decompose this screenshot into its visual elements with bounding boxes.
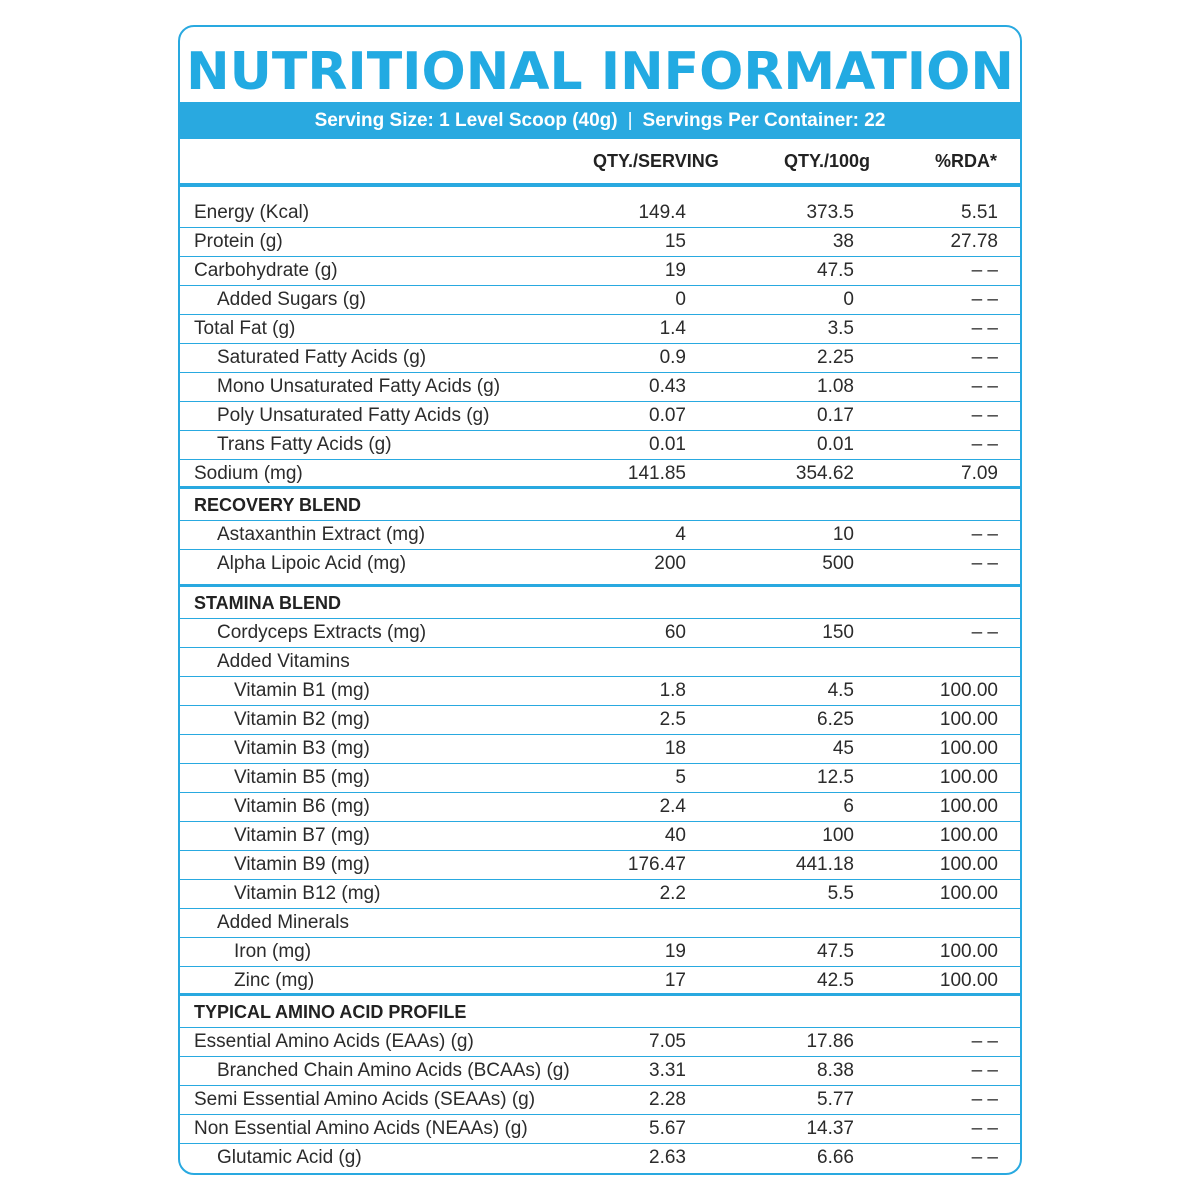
- row-label: Sodium (mg): [194, 463, 303, 484]
- rda-percent: – –: [971, 553, 998, 574]
- qty-per-serving: 2.28: [649, 1089, 686, 1110]
- qty-per-serving: 2.2: [659, 883, 686, 904]
- table-row: [180, 909, 1020, 938]
- row-label: Poly Unsaturated Fatty Acids (g): [217, 405, 490, 426]
- rda-percent: 100.00: [939, 709, 998, 730]
- table-row: [180, 1057, 1020, 1086]
- section-heading: RECOVERY BLEND: [194, 495, 362, 515]
- qty-per-100g: 1.08: [817, 376, 854, 397]
- qty-per-serving: 176.47: [627, 854, 686, 875]
- row-label: Vitamin B9 (mg): [234, 854, 370, 875]
- section-heading-row: [180, 587, 1020, 619]
- qty-per-100g: 47.5: [817, 941, 854, 962]
- row-label: Non Essential Amino Acids (NEAAs) (g): [194, 1118, 528, 1139]
- qty-per-serving: 149.4: [638, 202, 686, 223]
- rda-percent: 100.00: [939, 883, 998, 904]
- qty-per-100g: 2.25: [817, 347, 854, 368]
- table-row: [180, 315, 1020, 344]
- qty-per-100g: 500: [822, 553, 854, 574]
- table-row: [180, 967, 1020, 996]
- qty-per-100g: 373.5: [806, 202, 854, 223]
- table-row: [180, 228, 1020, 257]
- serving-banner: [180, 102, 1020, 139]
- row-label: Added Minerals: [217, 912, 350, 933]
- qty-per-100g: 14.37: [806, 1118, 854, 1139]
- table-row: [180, 460, 1020, 489]
- rda-percent: – –: [971, 524, 998, 545]
- row-label: Carbohydrate (g): [194, 260, 338, 281]
- qty-per-serving: 15: [664, 231, 686, 252]
- rda-percent: 100.00: [939, 970, 998, 991]
- row-label: Vitamin B5 (mg): [234, 767, 370, 788]
- table-row: [180, 619, 1020, 648]
- rda-percent: 7.09: [961, 463, 998, 484]
- table-row: [180, 764, 1020, 793]
- row-label: Vitamin B12 (mg): [234, 883, 381, 904]
- row-label: Alpha Lipoic Acid (mg): [217, 553, 407, 574]
- qty-per-serving: 0.9: [659, 347, 686, 368]
- rda-percent: 100.00: [939, 680, 998, 701]
- table-row: [180, 880, 1020, 909]
- rda-percent: – –: [971, 622, 998, 643]
- qty-per-serving: 5: [675, 767, 686, 788]
- table-row: [180, 793, 1020, 822]
- qty-per-serving: 1.4: [659, 318, 686, 339]
- table-row: [180, 199, 1020, 228]
- qty-per-100g: 0.01: [817, 434, 854, 455]
- table-row: [180, 431, 1020, 460]
- row-label: Energy (Kcal): [194, 202, 310, 223]
- table-row: [180, 677, 1020, 706]
- row-label: Total Fat (g): [194, 318, 296, 339]
- qty-per-100g: 17.86: [806, 1031, 854, 1052]
- column-header-per100: QTY./100g: [784, 151, 871, 171]
- nutrition-table: [180, 199, 1020, 1173]
- section-heading-row: [180, 489, 1020, 521]
- column-header-serving: QTY./SERVING: [593, 151, 719, 171]
- row-label: Vitamin B2 (mg): [234, 709, 370, 730]
- qty-per-100g: 100: [822, 825, 854, 846]
- rda-percent: 100.00: [939, 796, 998, 817]
- row-label: Cordyceps Extracts (mg): [217, 622, 427, 643]
- qty-per-100g: 4.5: [827, 680, 854, 701]
- section-heading: TYPICAL AMINO ACID PROFILE: [194, 1002, 467, 1022]
- qty-per-100g: 12.5: [817, 767, 854, 788]
- row-label: Vitamin B1 (mg): [234, 680, 370, 701]
- rda-percent: 100.00: [939, 941, 998, 962]
- qty-per-serving: 0.43: [649, 376, 686, 397]
- qty-per-serving: 2.5: [659, 709, 686, 730]
- row-label: Semi Essential Amino Acids (SEAAs) (g): [194, 1089, 536, 1110]
- table-row: [180, 706, 1020, 735]
- servings-per-container: Servings Per Container: 22: [642, 110, 886, 131]
- serving-size: Serving Size: 1 Level Scoop (40g): [314, 110, 618, 131]
- table-row: [180, 851, 1020, 880]
- rda-percent: 100.00: [939, 825, 998, 846]
- qty-per-serving: 3.31: [649, 1060, 686, 1081]
- qty-per-serving: 2.63: [649, 1147, 686, 1168]
- qty-per-serving: 141.85: [627, 463, 686, 484]
- table-row: [180, 286, 1020, 315]
- table-row: [180, 938, 1020, 967]
- qty-per-serving: 18: [664, 738, 686, 759]
- table-row: [180, 822, 1020, 851]
- qty-per-serving: 40: [664, 825, 686, 846]
- nutrition-panel: [178, 25, 1022, 1175]
- qty-per-serving: 19: [664, 941, 686, 962]
- column-header-rda: %RDA*: [935, 151, 998, 171]
- row-label: Branched Chain Amino Acids (BCAAs) (g): [217, 1060, 570, 1081]
- rda-percent: – –: [971, 1089, 998, 1110]
- qty-per-100g: 6: [843, 796, 854, 817]
- qty-per-100g: 8.38: [817, 1060, 854, 1081]
- qty-per-100g: 5.5: [827, 883, 854, 904]
- rda-percent: 100.00: [939, 738, 998, 759]
- row-label: Glutamic Acid (g): [217, 1147, 362, 1168]
- rda-percent: – –: [971, 376, 998, 397]
- qty-per-100g: 0: [843, 289, 854, 310]
- qty-per-serving: 5.67: [649, 1118, 686, 1139]
- qty-per-100g: 0.17: [817, 405, 854, 426]
- qty-per-serving: 0: [675, 289, 686, 310]
- row-label: Trans Fatty Acids (g): [217, 434, 392, 455]
- qty-per-100g: 3.5: [827, 318, 854, 339]
- table-row: [180, 1115, 1020, 1144]
- table-row: [180, 373, 1020, 402]
- section-heading-row: [180, 996, 1020, 1028]
- qty-per-100g: 42.5: [817, 970, 854, 991]
- table-row: [180, 648, 1020, 677]
- rda-percent: – –: [971, 260, 998, 281]
- qty-per-serving: 0.01: [649, 434, 686, 455]
- rda-percent: – –: [971, 1118, 998, 1139]
- qty-per-serving: 60: [664, 622, 686, 643]
- row-label: Vitamin B6 (mg): [234, 796, 370, 817]
- qty-per-100g: 441.18: [795, 854, 854, 875]
- qty-per-serving: 2.4: [659, 796, 686, 817]
- row-label: Saturated Fatty Acids (g): [217, 347, 427, 368]
- rda-percent: – –: [971, 1060, 998, 1081]
- qty-per-100g: 45: [832, 738, 854, 759]
- qty-per-100g: 5.77: [817, 1089, 854, 1110]
- rda-percent: 5.51: [961, 202, 998, 223]
- row-label: Vitamin B3 (mg): [234, 738, 370, 759]
- table-row: [180, 257, 1020, 286]
- row-label: Mono Unsaturated Fatty Acids (g): [217, 376, 501, 397]
- column-header-row: [180, 139, 1020, 187]
- table-row: [180, 1028, 1020, 1057]
- rda-percent: 100.00: [939, 854, 998, 875]
- section-heading: STAMINA BLEND: [194, 593, 341, 613]
- qty-per-100g: 150: [822, 622, 854, 643]
- rda-percent: – –: [971, 434, 998, 455]
- qty-per-100g: 6.66: [817, 1147, 854, 1168]
- table-row: [180, 1144, 1020, 1173]
- qty-per-serving: 4: [675, 524, 686, 545]
- row-label: Vitamin B7 (mg): [234, 825, 370, 846]
- table-row: [180, 344, 1020, 373]
- qty-per-100g: 6.25: [817, 709, 854, 730]
- row-label: Zinc (mg): [234, 970, 315, 991]
- rda-percent: – –: [971, 318, 998, 339]
- rda-percent: 27.78: [950, 231, 998, 252]
- qty-per-serving: 17: [664, 970, 686, 991]
- rda-percent: – –: [971, 347, 998, 368]
- row-label: Astaxanthin Extract (mg): [217, 524, 426, 545]
- table-row: [180, 521, 1020, 550]
- table-row: [180, 550, 1020, 587]
- rda-percent: – –: [971, 1031, 998, 1052]
- row-label: Added Vitamins: [217, 651, 350, 672]
- qty-per-serving: 0.07: [649, 405, 686, 426]
- rda-percent: 100.00: [939, 767, 998, 788]
- table-row: [180, 1086, 1020, 1115]
- rda-percent: – –: [971, 1147, 998, 1168]
- rda-percent: – –: [971, 405, 998, 426]
- row-label: Protein (g): [194, 231, 283, 252]
- qty-per-serving: 19: [664, 260, 686, 281]
- qty-per-serving: 200: [654, 553, 686, 574]
- table-row: [180, 735, 1020, 764]
- table-row: [180, 402, 1020, 431]
- qty-per-serving: 1.8: [659, 680, 686, 701]
- row-label: Added Sugars (g): [217, 289, 366, 310]
- qty-per-100g: 10: [832, 524, 854, 545]
- rda-percent: – –: [971, 289, 998, 310]
- qty-per-100g: 47.5: [817, 260, 854, 281]
- page-title: NUTRITIONAL INFORMATION: [186, 42, 1014, 102]
- qty-per-serving: 7.05: [649, 1031, 686, 1052]
- serving-separator: |: [627, 110, 633, 131]
- row-label: Iron (mg): [234, 941, 312, 962]
- qty-per-100g: 354.62: [795, 463, 854, 484]
- qty-per-100g: 38: [832, 231, 854, 252]
- row-label: Essential Amino Acids (EAAs) (g): [194, 1031, 474, 1052]
